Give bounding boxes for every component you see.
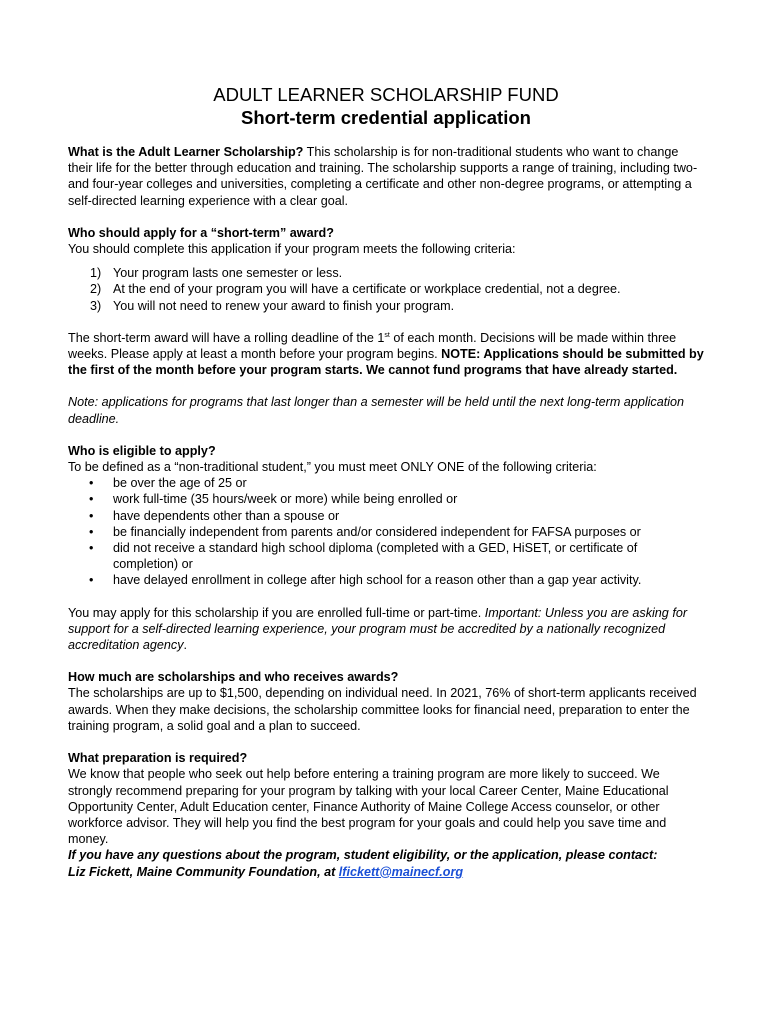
eligibility-item: • have dependents other than a spouse or [89,508,340,523]
eligibility-item: • be over the age of 25 or [89,476,247,491]
what-text: This scholarship is for non-traditional students who want to change their life for the better through education and training. The scholarship supports a range of training, including two- and four-year colleges and universities, completing a certificate and other non-degree programs, or attempting a self-directed learning experience with a clear goal. [68,145,698,208]
eligibility-item: • did not receive a standard high school diploma (completed with a GED, HiSET, or certificate of completion) or [89,541,638,572]
prep-text: We know that people who seek out help before entering a training program are more likely to succeed. We strongly recommend preparing for your program by talking with your local Career Center, Maine Educational Opportunity Center, Adult Education center, Finance Authority of Maine College Access counselor, or other workforce advisor. They will help you find the best program for your goals and could help you save time and money. [68,767,669,847]
how-much-heading: How much are scholarships and who receives awards? [68,670,399,685]
deadline-paragraph: The short-term award will have a rolling deadline of the 1st of each month. Decisions will be made within three weeks. Please apply at least a month before your program begins. NOTE: Applications should be submitted by the first of the month before your program starts. We cannot fund programs that have already started. [68,330,704,378]
eligible-intro: To be defined as a “non-traditional student,” you must meet ONLY ONE of the following criteria: [68,460,597,475]
deadline-note: NOTE: Applications should be submitted by the first of the month before your program starts. We cannot fund programs that have already started. [68,347,704,378]
who-apply-heading: Who should apply for a “short-term” award? [68,225,334,240]
criteria-item: 2) At the end of your program you will have a certificate or workplace credential, not a degree. [90,282,621,297]
long-term-note: Note: applications for programs that last longer than a semester will be held until the next long-term application deadline. [68,395,685,426]
criteria-item: 1) Your program lasts one semester or less. [90,266,343,281]
what-heading: What is the Adult Learner Scholarship? [68,145,304,159]
how-much-text: The scholarships are up to $1,500, depending on individual need. In 2021, 76% of short-term applicants received awards. When they make decisions, the scholarship committee looks for financial need, preparation to enter the training program, a solid goal and a plan to succeed. [68,686,697,733]
bullet-icon: • [89,492,94,507]
document-subtitle: Short-term credential application [241,107,531,128]
eligibility-item: • have delayed enrollment in college after high school for a reason other than a gap year activity. [89,573,642,588]
document-page [68,84,704,880]
who-apply-intro: You should complete this application if your program meets the following criteria: [68,242,516,257]
criteria-item: 3) You will not need to renew your award to finish your program. [90,298,455,313]
what-section [68,144,704,209]
bullet-icon: • [89,508,94,523]
eligible-heading: Who is eligible to apply? [68,443,216,458]
bullet-icon: • [89,524,94,539]
accreditation-note: Important: Unless you are asking for support for a self-directed learning experience, your program must be accredited by a nationally recognized accreditation agency [68,605,688,653]
contact-question: If you have any questions about the program, student eligibility, or the application, please contact: [68,848,658,863]
bullet-icon: • [89,476,94,491]
enrollment-paragraph: You may apply for this scholarship if you are enrolled full-time or part-time. Important: Unless you are asking for support for a self-directed learning experience, your program must be accredited by a nationally recognized accreditation agency. [68,605,688,653]
eligibility-list [68,475,704,588]
document-title: ADULT LEARNER SCHOLARSHIP FUND [213,84,559,105]
bullet-icon: • [89,573,94,588]
prep-heading: What preparation is required? [68,751,248,766]
eligibility-item: • work full-time (35 hours/week or more) while being enrolled or [89,492,458,507]
bullet-icon: • [89,541,94,556]
contact-email-link[interactable]: lfickett@mainecf.org [338,864,464,879]
eligibility-item: • be financially independent from parents and/or considered independent for FAFSA purposes or [89,524,641,539]
contact-line: Liz Fickett, Maine Community Foundation, at lfickett@mainecf.org [68,864,464,879]
criteria-list [68,265,704,314]
